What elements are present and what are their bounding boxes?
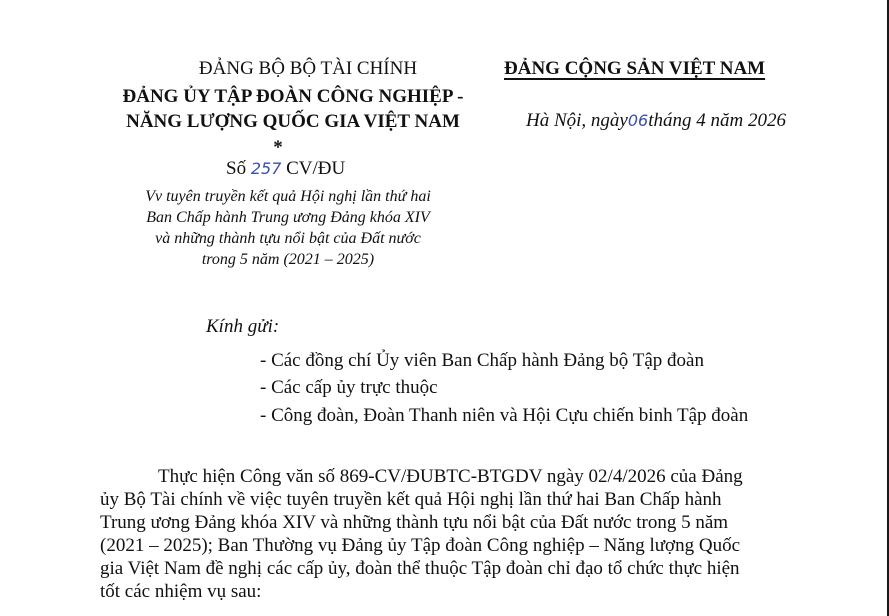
date-suffix: tháng 4 năm 2026 [648, 110, 786, 131]
subject-line: trong 5 năm (2021 – 2025) [201, 251, 375, 268]
recipient-item: - Các cấp ủy trực thuộc [260, 377, 438, 398]
date-day-handwritten: 06 [627, 111, 649, 130]
number-handwritten: 257 [250, 159, 282, 178]
body-line: Trung ương Đảng khóa XIV và những thành tựu nổi bật của Đất nước trong 5 năm [100, 512, 729, 533]
subject-block [100, 186, 476, 270]
body-line: gia Việt Nam đề nghị các cấp ủy, đoàn thể thuộc Tập đoàn chỉ đạo tổ chức thực hiện [100, 558, 740, 579]
date-prefix: Hà Nội, ngày [526, 110, 628, 131]
greeting: Kính gửi: [206, 316, 280, 337]
subject-line: và những thành tựu nổi bật của Đất nước [155, 230, 421, 247]
number-prefix: Số [226, 158, 247, 179]
party-committee-name-line1: ĐẢNG ỦY TẬP ĐOÀN CÔNG NGHIỆP - [122, 86, 464, 107]
party-committee-parent: ĐẢNG BỘ BỘ TÀI CHÍNH [198, 58, 418, 79]
document-number [226, 158, 345, 180]
place-date [526, 110, 786, 132]
recipient-item: - Công đoàn, Đoàn Thanh niên và Hội Cựu chiến binh Tập đoàn [260, 405, 749, 426]
number-suffix: CV/ĐU [286, 158, 346, 179]
subject-line: Vv tuyên truyền kết quả Hội nghị lần thứ hai [145, 188, 431, 205]
body-line: ủy Bộ Tài chính về việc tuyên truyền kết quả Hội nghị lần thứ hai Ban Chấp hành [100, 489, 722, 510]
party-name: ĐẢNG CỘNG SẢN VIỆT NAM [504, 58, 766, 79]
body-line: (2021 – 2025); Ban Thường vụ Đảng ủy Tập đoàn Công nghiệp – Năng lượng Quốc [100, 535, 740, 556]
body-line: Thực hiện Công văn số 869-CV/ĐUBTC-BTGDV ngày 02/4/2026 của Đảng [158, 466, 743, 487]
star-separator: * [273, 137, 283, 158]
subject-line: Ban Chấp hành Trung ương Đảng khóa XIV [146, 209, 430, 226]
recipient-item: - Các đồng chí Ủy viên Ban Chấp hành Đảng bộ Tập đoàn [260, 350, 704, 371]
party-committee-name-line2: NĂNG LƯỢNG QUỐC GIA VIỆT NAM [126, 111, 460, 132]
body-line: tốt các nhiệm vụ sau: [100, 581, 262, 602]
